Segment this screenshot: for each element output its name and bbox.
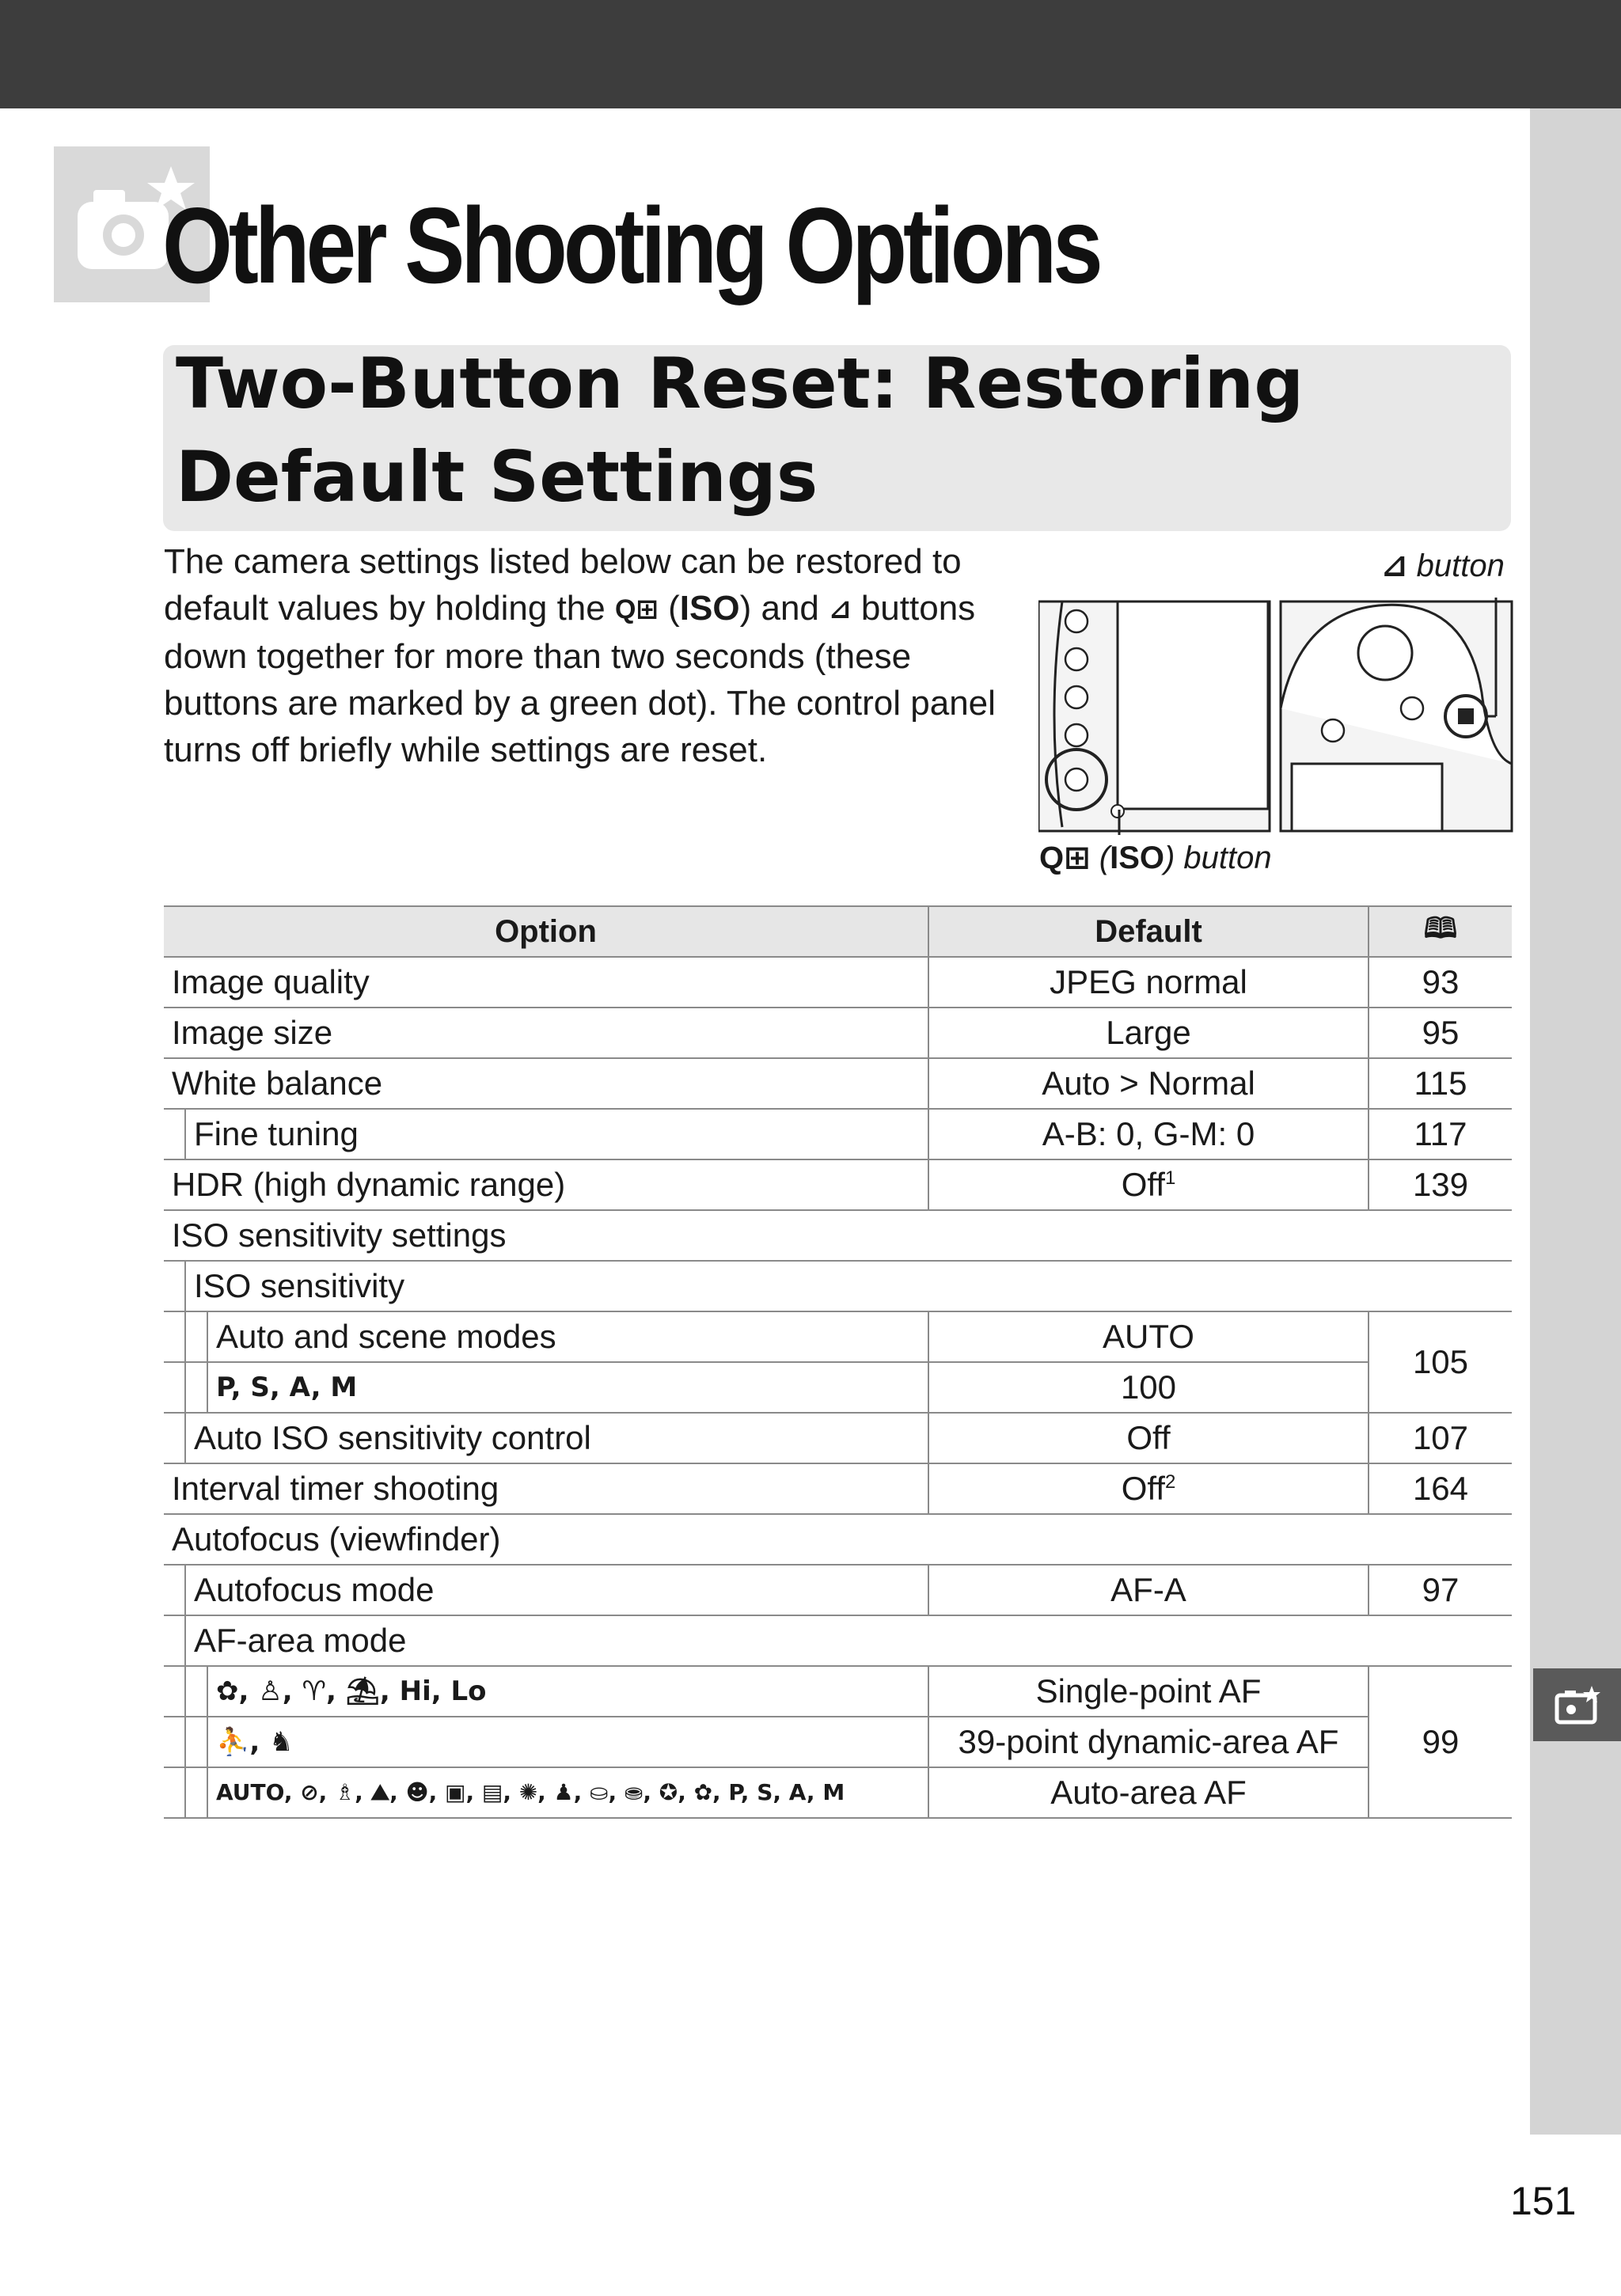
section-title: Two-Button Reset: Restoring Default Settings: [176, 343, 1304, 518]
intro-text: (: [658, 589, 680, 628]
camera-back-panel: [1038, 602, 1270, 835]
table-row: [164, 1109, 1512, 1159]
exposure-comp-icon: ⊿: [1381, 548, 1408, 583]
table-row: [164, 957, 1512, 1008]
iso-button-caption: Q⊞ (ISO) button: [1039, 841, 1272, 875]
table-row: [164, 1666, 1512, 1717]
page-ref: 164: [1369, 1463, 1512, 1514]
default-text: Off: [1121, 1166, 1165, 1203]
chapter-title: Other Shooting Options: [162, 185, 1099, 306]
page-ref: 107: [1369, 1413, 1512, 1463]
option-label: Interval timer shooting: [172, 1470, 499, 1507]
default-value: AF-A: [928, 1565, 1369, 1615]
option-group-label: ISO sensitivity: [184, 1262, 1512, 1311]
table-header-row: [164, 906, 1512, 957]
option-label: Image quality: [172, 963, 370, 1000]
default-text: Off: [1121, 1470, 1165, 1507]
camera-star-icon: [1554, 1684, 1601, 1725]
option-label: HDR (high dynamic range): [172, 1166, 566, 1203]
page-ref: 99: [1369, 1666, 1512, 1818]
book-icon: 🕮: [1423, 911, 1458, 944]
table-row: [164, 1463, 1512, 1514]
table-row: [164, 1311, 1512, 1362]
default-value: AUTO: [928, 1311, 1369, 1362]
option-label: Auto ISO sensitivity control: [184, 1414, 928, 1463]
table-row: [164, 1210, 1512, 1261]
table-row: [164, 1261, 1512, 1311]
mode-icons-label: ⛹, ♞: [207, 1717, 928, 1767]
option-label: Fine tuning: [184, 1110, 928, 1159]
table-row: [164, 1159, 1512, 1210]
intro-text: ) and: [739, 589, 829, 628]
table-row: [164, 1717, 1512, 1767]
option-column-header: Option: [164, 906, 928, 957]
table-row: [164, 1514, 1512, 1565]
iso-label: ISO: [679, 589, 740, 628]
default-value: A-B: 0, G-M: 0: [928, 1109, 1369, 1159]
default-value: Single-point AF: [928, 1666, 1369, 1717]
default-value: JPEG normal: [928, 957, 1369, 1008]
chapter-thumb-tab: [1533, 1668, 1621, 1741]
default-value: Off: [928, 1413, 1369, 1463]
intro-paragraph: [164, 538, 1027, 773]
table-row: [164, 1058, 1512, 1109]
camera-top-panel: [1281, 598, 1512, 831]
table-row: [164, 1767, 1512, 1818]
table-row: [164, 1565, 1512, 1615]
option-group-label: Autofocus (viewfinder): [172, 1520, 501, 1558]
table-row: [164, 1413, 1512, 1463]
intro-text: The camera settings listed below can be restored to default values by holding the: [164, 542, 962, 628]
table-row: [164, 1008, 1512, 1058]
default-value: Large: [928, 1008, 1369, 1058]
page-ref: 105: [1369, 1311, 1512, 1413]
mode-icons-label: AUTO, ⊘, ♗, ⛰, ☻, ▣, ▤, ✺, ♟, ⛀, ⛂, ✪, ✿, P, S, A, M: [207, 1768, 928, 1817]
option-group-label: ISO sensitivity settings: [172, 1216, 507, 1254]
option-group-label: AF-area mode: [184, 1616, 1512, 1665]
page-ref: 139: [1369, 1159, 1512, 1210]
default-value: [928, 1159, 1369, 1210]
option-label: P, S, A, M: [207, 1363, 928, 1412]
option-label: Autofocus mode: [184, 1565, 928, 1615]
page-ref: 117: [1369, 1109, 1512, 1159]
page-ref: 97: [1369, 1565, 1512, 1615]
side-thumb-bar: [1530, 108, 1621, 2135]
default-value: 39-point dynamic-area AF: [928, 1717, 1369, 1767]
exposure-comp-icon: ⊿: [829, 594, 852, 624]
caption-text: ) button: [1164, 841, 1272, 875]
exposure-button-caption: [1381, 548, 1505, 584]
page-ref: 95: [1369, 1008, 1512, 1058]
option-label: White balance: [172, 1065, 383, 1102]
zoom-out-icon: Q⊞: [614, 594, 659, 624]
default-value: 100: [928, 1362, 1369, 1413]
mode-icons-label: ✿, ♙, ♈, ⛱, Hi, Lo: [207, 1667, 928, 1716]
option-label: Auto and scene modes: [207, 1312, 928, 1361]
iso-label: ISO: [1110, 841, 1164, 875]
top-bar: [0, 0, 1621, 108]
option-label: Image size: [172, 1014, 333, 1051]
table-row: [164, 1362, 1512, 1413]
caption-text: button: [1416, 548, 1505, 583]
zoom-out-icon: Q⊞: [1039, 841, 1091, 875]
footnote-marker: 2: [1164, 1471, 1176, 1493]
default-value: [928, 1463, 1369, 1514]
defaults-table: [164, 905, 1512, 1819]
default-value: Auto-area AF: [928, 1767, 1369, 1818]
camera-buttons-illustration: [1038, 598, 1513, 835]
default-value: Auto > Normal: [928, 1058, 1369, 1109]
table-row: [164, 1615, 1512, 1666]
page-ref: 115: [1369, 1058, 1512, 1109]
reference-column-header: [1369, 906, 1512, 957]
footnote-marker: 1: [1164, 1167, 1176, 1189]
page-ref: 93: [1369, 957, 1512, 1008]
default-column-header: Default: [928, 906, 1369, 957]
page-number: 151: [1510, 2179, 1577, 2223]
intro-text: buttons down together for more than two seconds (these buttons are marked by a green dot). The control panel turns off briefly while settings are reset.: [164, 589, 996, 769]
